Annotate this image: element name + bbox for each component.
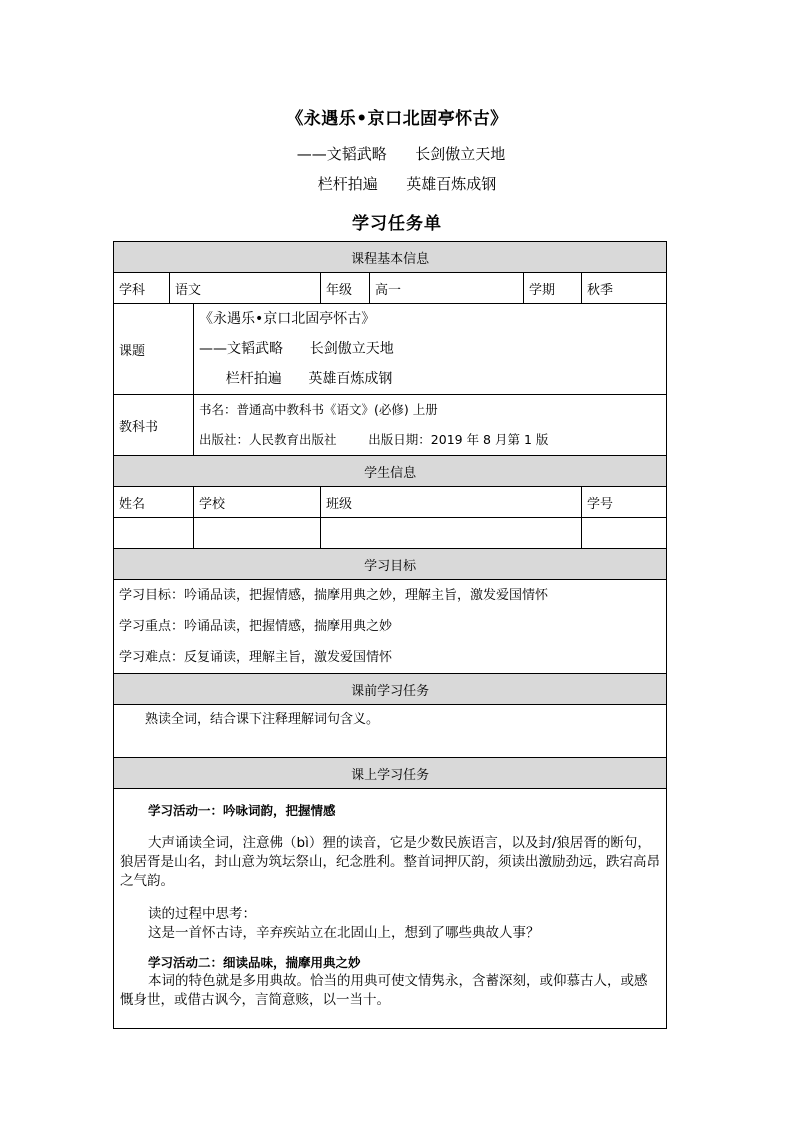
lesson-line-3: 栏杆拍遍 英雄百炼成钢 <box>199 371 393 387</box>
textbook-publisher: 出版社：人民教育出版社 出版日期：2019 年 8 月第 1 版 <box>199 432 549 447</box>
school-field[interactable] <box>194 518 321 549</box>
textbook-label: 教科书 <box>114 395 194 456</box>
think-title: 读的过程中思考： <box>148 906 256 922</box>
in-class-task-cell <box>114 789 667 1029</box>
textbook-name: 书名：普通高中教科书《语文》(必修) 上册 <box>199 402 438 417</box>
subject-value: 语文 <box>170 273 321 304</box>
name-field[interactable] <box>114 518 194 549</box>
activity-2-text: 本词的特色就是多用典故。恰当的用典可使文情隽永，含蓄深刻，或仰慕古人，或感慨身世，或借古讽今，言简意赅，以一当十。 <box>120 973 648 1008</box>
activity-1-text: 大声诵读全词，注意佛（bì）狸的读音，它是少数民族语言，以及封/狼居胥的断句，狼居胥是山名，封山意为筑坛祭山，纪念胜利。整首词押仄韵，须读出激励劲远，跌宕高昂之气韵。 <box>120 835 660 889</box>
lesson-label: 课题 <box>114 304 194 395</box>
learning-goal: 学习目标：吟诵品读，把握情感，揣摩用典之妙，理解主旨，激发爱国情怀 <box>119 588 549 603</box>
subject-label: 学科 <box>114 273 170 304</box>
task-sheet-table <box>113 241 667 1029</box>
grade-label: 年级 <box>321 273 370 304</box>
textbook-cell <box>194 395 667 456</box>
subtitle-line-2: 栏杆拍遍 英雄百炼成钢 <box>317 175 497 193</box>
activity-1-title: 学习活动一：吟咏词韵，把握情感 <box>148 803 336 818</box>
subtitle-line-1: ——文韬武略 长剑傲立天地 <box>296 145 506 163</box>
student-id-field[interactable] <box>582 518 667 549</box>
pre-class-task-text: 熟读全词，结合课下注释理解词句含义。 <box>145 712 380 727</box>
section-header-student-info: 学生信息 <box>114 456 667 487</box>
school-label: 学校 <box>194 487 321 518</box>
lesson-title-cell <box>194 304 667 395</box>
learning-key-point: 学习重点：吟诵品读，把握情感，揣摩用典之妙 <box>119 619 393 634</box>
class-label: 班级 <box>321 487 582 518</box>
activity-2-title: 学习活动二：细读品味，揣摩用典之妙 <box>148 955 361 970</box>
document-title: 《永遇乐•京口北固亭怀古》 <box>286 109 508 129</box>
name-label: 姓名 <box>114 487 194 518</box>
goals-cell <box>114 580 667 674</box>
lesson-line-2: ——文韬武略 长剑傲立天地 <box>199 341 394 357</box>
learning-difficulty: 学习难点：反复诵读，理解主旨，激发爱国情怀 <box>119 650 393 665</box>
section-header-goals: 学习目标 <box>114 549 667 580</box>
sheet-title: 学习任务单 <box>352 214 442 234</box>
section-header-pre-class: 课前学习任务 <box>114 674 667 705</box>
student-id-label: 学号 <box>582 487 667 518</box>
term-value: 秋季 <box>582 273 667 304</box>
think-question: 这是一首怀古诗，辛弃疾站立在北固山上，想到了哪些典故人事？ <box>148 925 540 941</box>
class-field[interactable] <box>321 518 582 549</box>
grade-value: 高一 <box>370 273 524 304</box>
pre-class-task-cell <box>114 705 667 758</box>
lesson-line-1: 《永遇乐•京口北固亭怀古》 <box>199 311 376 327</box>
term-label: 学期 <box>524 273 582 304</box>
section-header-basic-info: 课程基本信息 <box>114 242 667 273</box>
section-header-in-class: 课上学习任务 <box>114 758 667 789</box>
